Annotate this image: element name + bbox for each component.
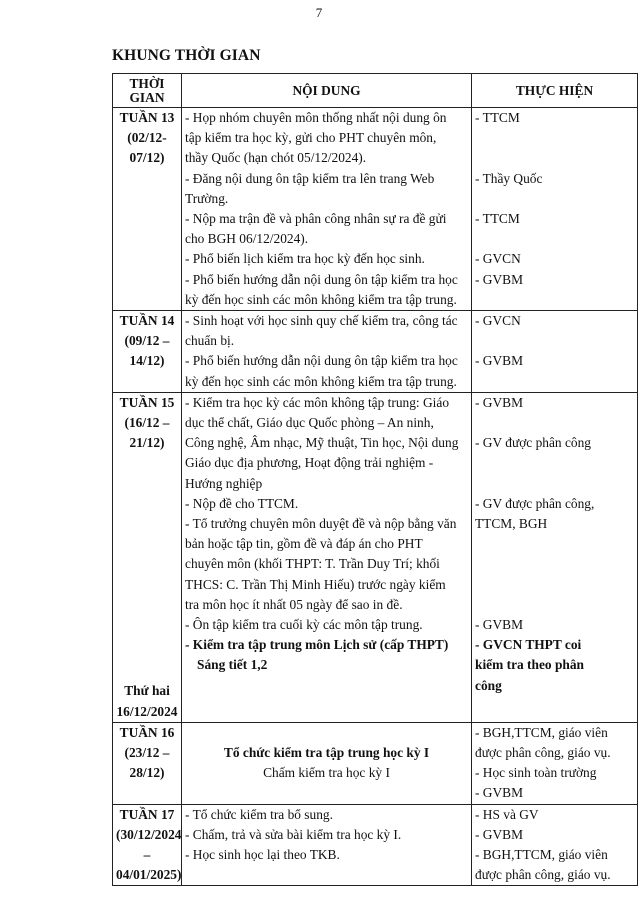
week-cell: TUẦN 13 (02/12- 07/12) [113,108,182,311]
week-cell: TUẦN 17 (30/12/2024 – 04/01/2025) [113,804,182,886]
content-cell: - Kiểm tra học kỳ các môn không tập trung: Giáo dục thể chất, Giáo dục Quốc phòng – An ninh, Công nghệ, Âm nhạc, Mỹ thuật, Tin học, Nội dung Giáo dục địa phương, Hoạt động trải nghiệm - Hướng nghiệp - Nộp đề cho TTCM. - Tổ trưởng chuyên môn duyệt đề và nộp bằng văn bản hoặc tập tin, gồm đề và đáp án cho PHT chuyên môn (khối THPT: T. Trần Duy Trí; khối THCS: C. Trần Thị Minh Hiếu) trước ngày kiểm tra môn học ít nhất 05 ngày để sao in đề. - Ôn tập kiểm tra cuối kỳ các môn tập trung. - Kiểm tra tập trung môn Lịch sử (cấp THPT) Sáng tiết 1,2 [182,392,472,722]
table-row [113,722,638,804]
exec-cell: - BGH,TTCM, giáo viên được phân công, giáo vụ. - Học sinh toàn trường - GVBM [472,722,638,804]
exam-day-label: Thứ hai [124,683,170,699]
table-row [113,311,638,393]
week-cell: TUẦN 14 (09/12 – 14/12) [113,311,182,393]
section-heading: KHUNG THỜI GIAN [112,47,261,64]
table-row [113,108,638,311]
exec-cell: - TTCM - Thầy Quốc - TTCM - GVCN - GVBM [472,108,638,311]
header-row [113,74,638,108]
history-exam-line: - Kiểm tra tập trung môn Lịch sử (cấp THPT) [185,637,449,653]
content-cell: - Sinh hoạt với học sinh quy chế kiểm tra, công tác chuẩn bị. - Phổ biến hướng dẫn nội dung ôn tập kiểm tra học kỳ đến học sinh các môn không kiểm tra tập trung. [182,311,472,393]
header-exec: THỰC HIỆN [472,74,638,108]
table-row [113,804,638,886]
content-cell: - Tổ chức kiểm tra bổ sung. - Chấm, trả và sửa bài kiểm tra học kỳ I. - Học sinh học lại theo TKB. [182,804,472,886]
week-cell: TUẦN 16 (23/12 – 28/12) [113,722,182,804]
exam-day-date: 16/12/2024 [116,703,178,719]
table-row [113,392,638,722]
exec-cell: - GVBM - GV được phân công - GV được phân công, TTCM, BGH - GVBM - GVCN THPT coi kiểm tra theo phân công [472,392,638,722]
exec-cell: - GVCN - GVBM [472,311,638,393]
schedule-table [112,73,638,886]
content-cell: - Họp nhóm chuyên môn thống nhất nội dung ôn tập kiểm tra học kỳ, gửi cho PHT chuyên môn, thầy Quốc (hạn chót 05/12/2024). - Đăng nội dung ôn tập kiểm tra lên trang Web Trường. - Nộp ma trận đề và phân công nhân sự ra đề gửi cho BGH 06/12/2024). - Phổ biến lịch kiểm tra học kỳ đến học sinh. - Phổ biến hướng dẫn nội dung ôn tập kiểm tra học kỳ đến học sinh các môn không kiểm tra tập trung. [182,108,472,311]
content-cell: Tổ chức kiểm tra tập trung học kỳ I Chấm kiểm tra học kỳ I [182,722,472,804]
history-exam-time: Sáng tiết 1,2 [197,657,268,673]
page-number: 7 [315,5,323,20]
exec-cell: - HS và GV - GVBM - BGH,TTCM, giáo viên được phân công, giáo vụ. [472,804,638,886]
header-time: THỜI GIAN [113,74,182,108]
week-cell: TUẦN 15 (16/12 – 21/12) Thứ hai 16/12/2024 [113,392,182,722]
header-content: NỘI DUNG [182,74,472,108]
